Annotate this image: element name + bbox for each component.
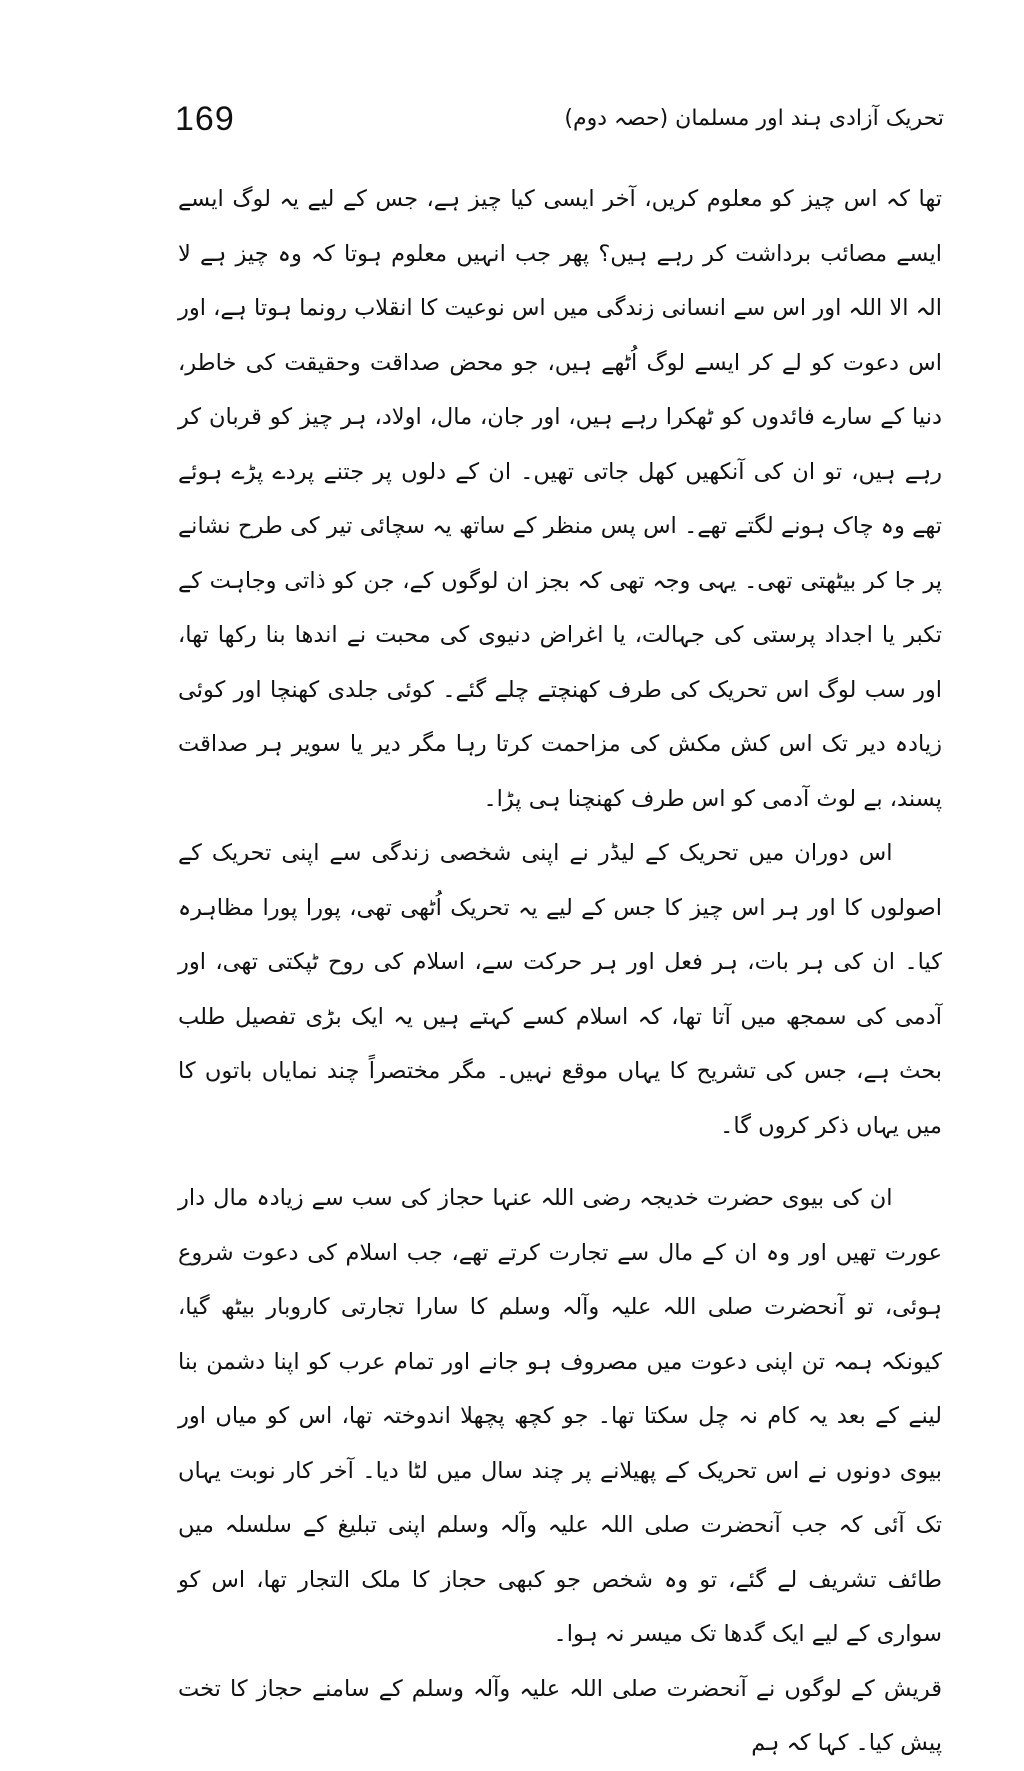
page-number: 169: [175, 100, 235, 138]
running-title: تحریک آزادی ہند اور مسلمان (حصہ دوم): [564, 106, 944, 131]
paragraph: اس دوران میں تحریک کے لیڈر نے اپنی شخصی زندگی سے اپنی تحریک کے اصولوں کا اور ہر اس چیز کا جس کے لیے یہ تحریک اُٹھی تھی، پورا پورا مظاہرہ کیا۔ ان کی ہر بات، ہر فعل اور ہر حرکت سے، اسلام کی روح ٹپکتی تھی، اور آدمی کی سمجھ میں آتا تھا، کہ اسلام کسے کہتے ہیں یہ ایک بڑی تفصیل طلب بحث ہے، جس کی تشریح کا یہاں موقع نہیں۔ مگر مختصراً چند نمایاں باتوں کا میں یہاں ذکر کروں گا۔: [178, 840, 942, 1139]
paragraph: ان کی بیوی حضرت خدیجہ رضی اللہ عنہا حجاز کی سب سے زیادہ مال دار عورت تھیں اور وہ ان کے مال سے تجارت کرتے تھے، جب اسلام کی دعوت شروع ہوئی، تو آنحضرت صلی اللہ علیہ وآلہ وسلم کا سارا تجارتی کاروبار بیٹھ گیا، کیونکہ ہمہ تن اپنی دعوت میں مصروف ہو جانے اور تمام عرب کو اپنا دشمن بنا لینے کے بعد یہ کام نہ چل سکتا تھا۔ جو کچھ پچھلا اندوختہ تھا، اس کو میاں اور بیوی دونوں نے اس تحریک کے پھیلانے پر چند سال میں لٹا دیا۔ آخر کار نوبت یہاں تک آئی کہ جب آنحضرت صلی اللہ علیہ وآلہ وسلم اپنی تبلیغ کے سلسلہ میں طائف تشریف لے گئے، تو وہ شخص جو کبھی حجاز کا ملک التجار تھا، اس کو سواری کے لیے ایک گدھا تک میسر نہ ہوا۔: [178, 1185, 942, 1647]
page-header: [175, 100, 944, 150]
paragraph: تھا کہ اس چیز کو معلوم کریں، آخر ایسی کیا چیز ہے، جس کے لیے یہ لوگ ایسے ایسے مصائب برداشت کر رہے ہیں؟ پھر جب انہیں معلوم ہوتا کہ وہ چیز ہے لا الہ الا اللہ اور اس سے انسانی زندگی میں اس نوعیت کا انقلاب رونما ہوتا ہے، اور اس دعوت کو لے کر ایسے لوگ اُٹھے ہیں، جو محض صداقت وحقیقت کی خاطر، دنیا کے سارے فائدوں کو ٹھکرا رہے ہیں، اور جان، مال، اولاد، ہر چیز کو قربان کر رہے ہیں، تو ان کی آنکھیں کھل جاتی تھیں۔ ان کے دلوں پر جتنے پردے پڑے ہوئے تھے وہ چاک ہونے لگتے تھے۔ اس پس منظر کے ساتھ یہ سچائی تیر کی طرح نشانے پر جا کر بیٹھتی تھی۔ یہی وجہ تھی کہ بجز ان لوگوں کے، جن کو ذاتی وجاہت کے تکبر یا اجداد پرستی کی جہالت، یا اغراض دنیوی کی محبت نے اندھا بنا رکھا تھا، اور سب لوگ اس تحریک کی طرف کھنچتے چلے گئے۔ کوئی جلدی کھنچا اور کوئی زیادہ دیر تک اس کش مکش کی مزاحمت کرتا رہا مگر دیر یا سویر ہر صداقت پسند، بے لوث آدمی کو اس طرف کھنچنا ہی پڑا۔: [178, 186, 942, 812]
paragraph: قریش کے لوگوں نے آنحضرت صلی اللہ علیہ وآلہ وسلم کے سامنے حجاز کا تخت پیش کیا۔ کہا کہ ہم: [178, 1675, 942, 1756]
body-text: [178, 172, 942, 1771]
